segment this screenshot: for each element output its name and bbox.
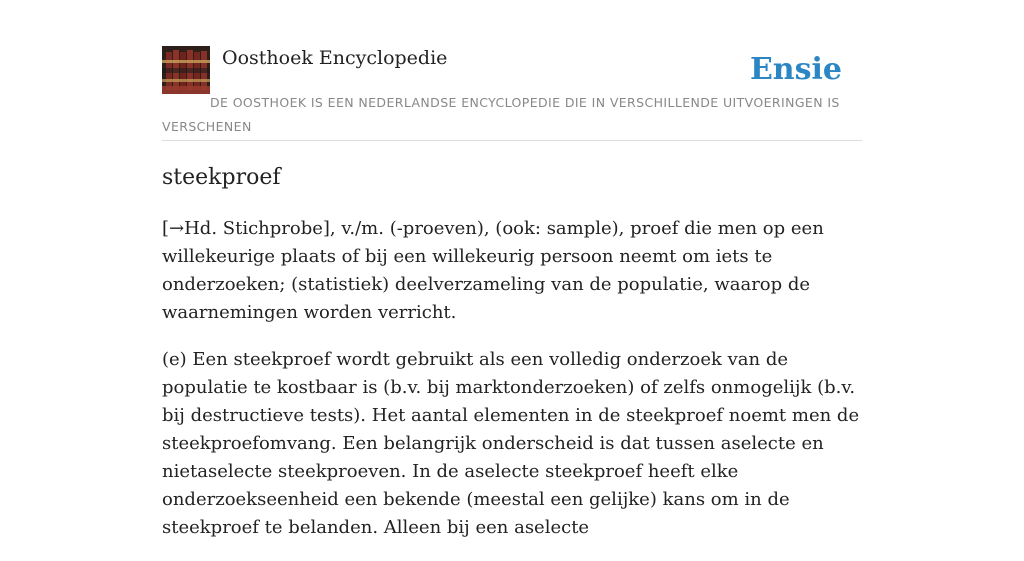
- explanation-paragraph: (e) Een steekproef wordt gebruikt als een volledig onderzoek van de populatie te kostbaar is (b.v. bij marktonderzoeken) of zelfs onmogelijk (b.v. bij destructieve tests). Het aantal elementen in de steekproef noemt men de steekproefomvang. Een belangrijk onderscheid is dat tussen aselecte en nietaselecte steekproeven. In de aselecte steekproef heeft elke onderzoekseenheid een bekende (meestal een gelijke) kans om in de steekproef te belanden. Alleen bij een aselecte: [162, 349, 860, 538]
- page-title: steekproef: [162, 165, 281, 190]
- site-title[interactable]: Oosthoek Encyclopedie: [222, 47, 448, 69]
- entry-body: [162, 215, 867, 561]
- encyclopedia-books-icon: [162, 46, 210, 94]
- site-tagline: DE OOSTHOEK IS EEN NEDERLANDSE ENCYCLOPEDIE DIE IN VERSCHILLENDE UITVOERINGEN IS VERSCHENEN: [162, 95, 840, 134]
- definition-paragraph: [→Hd. Stichprobe], v./m. (-proeven), (ook: sample), proef die men op een willekeurige plaats of bij een willekeurig persoon neemt om iets te onderzoeken; (statistiek) deelverzameling van de populatie, waarop de waarnemingen worden verricht.: [162, 218, 824, 323]
- site-header: [162, 46, 862, 141]
- brand-logo[interactable]: Ensie: [749, 52, 842, 87]
- avatar[interactable]: [162, 46, 210, 94]
